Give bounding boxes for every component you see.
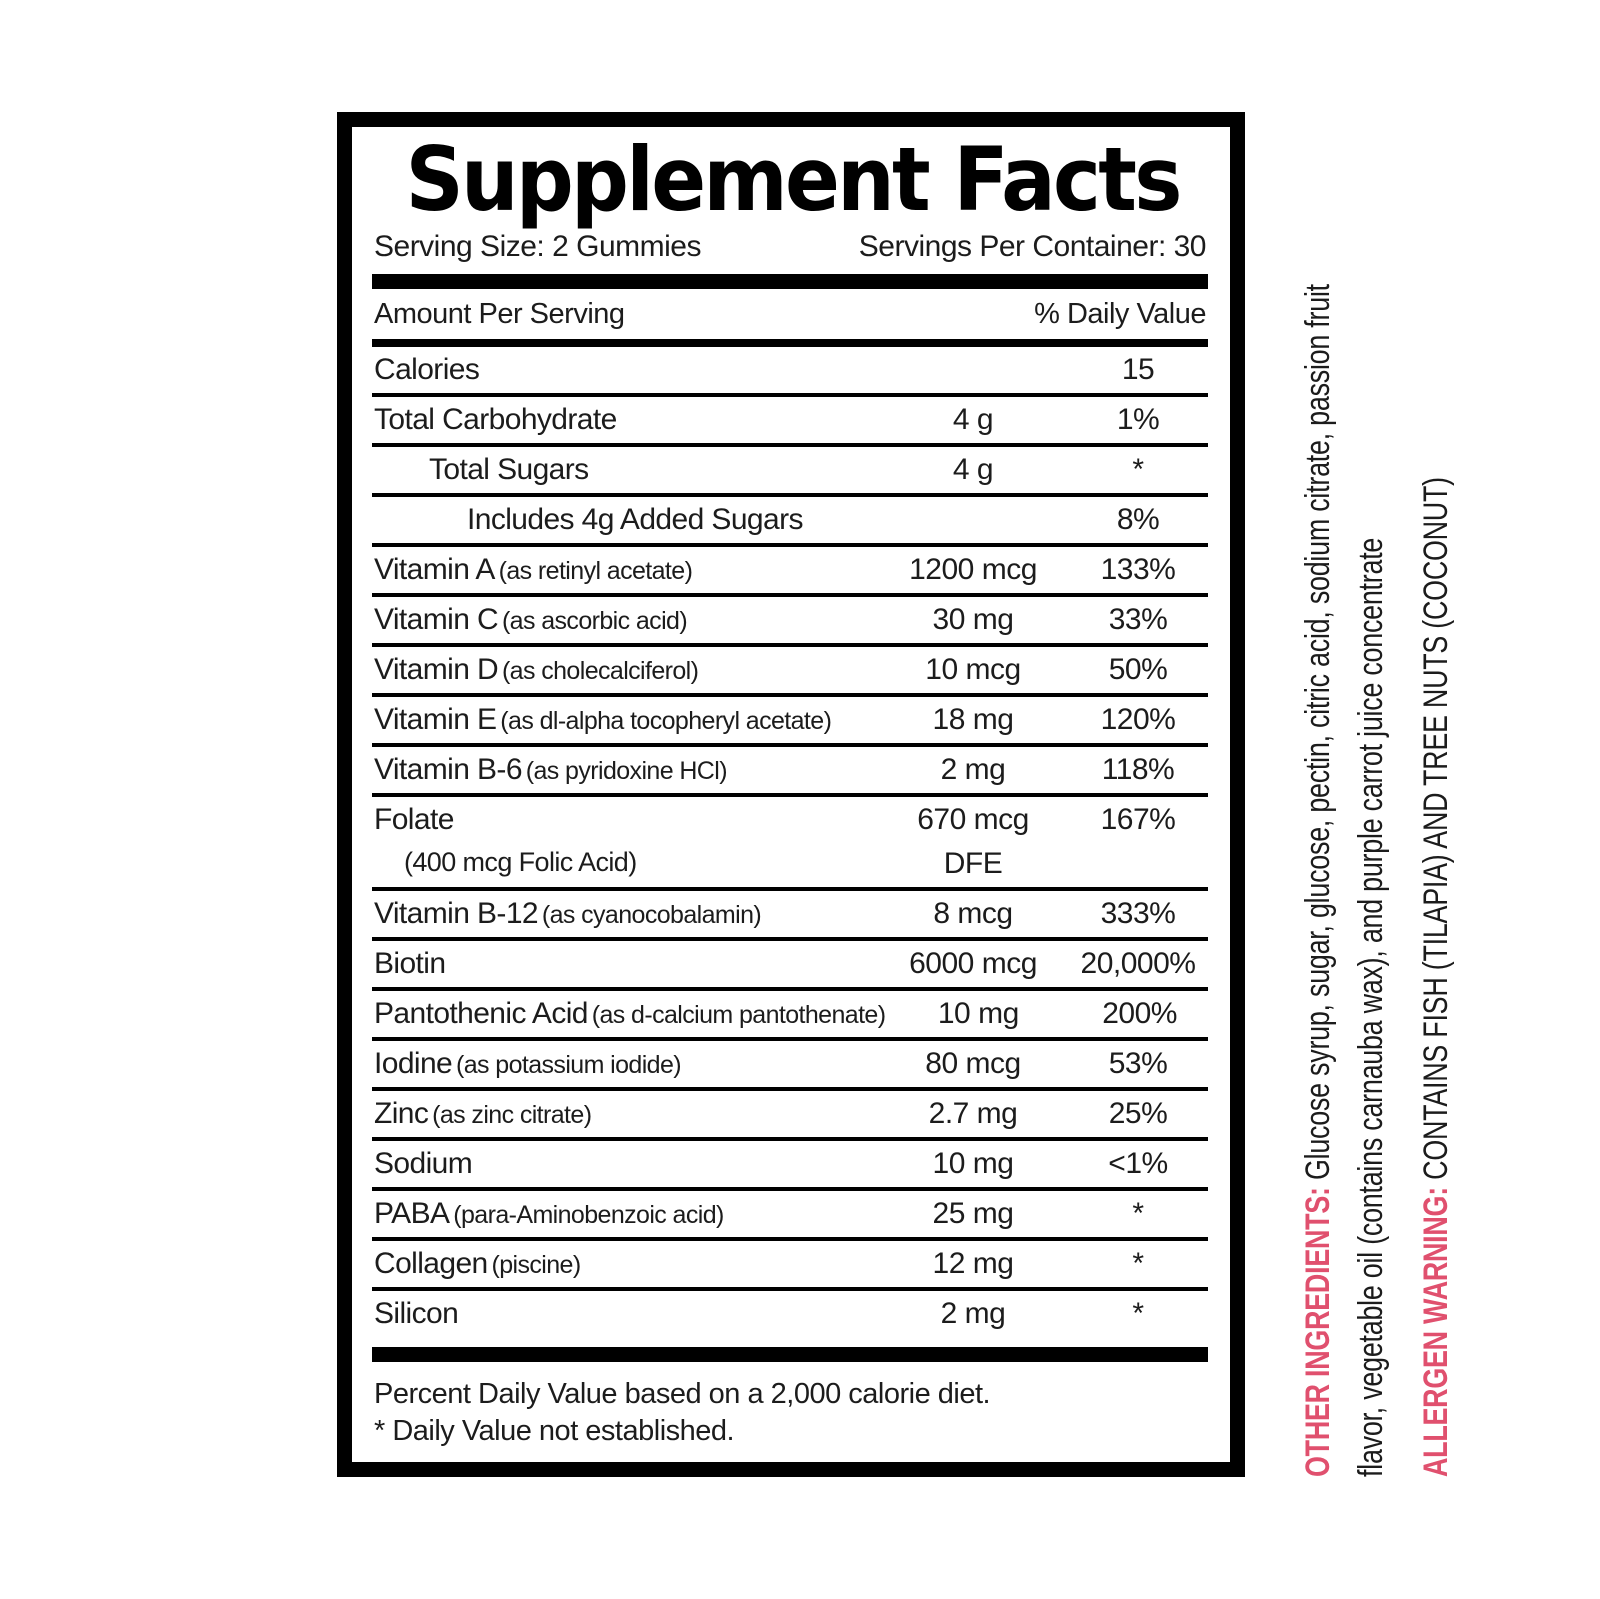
nutrient-name-cell	[372, 1147, 878, 1181]
nutrient-name-cell	[372, 653, 878, 687]
table-row	[372, 447, 1208, 497]
daily-value-cell: 118%	[1101, 753, 1175, 787]
serving-size-text: Serving Size: 2 Gummies	[374, 230, 701, 264]
table-row	[372, 991, 1208, 1041]
side-text-rotated	[1292, 112, 1492, 1477]
nutrient-name: Vitamin D	[374, 653, 499, 687]
table-row	[372, 597, 1208, 647]
table-row	[372, 1241, 1208, 1291]
nutrient-name-cell	[372, 353, 878, 387]
nutrient-name-cell	[372, 997, 885, 1031]
amount-value: 2 mg	[940, 1297, 1006, 1331]
amount-value: 2 mg	[940, 753, 1006, 787]
nutrient-name-cell	[372, 1197, 878, 1231]
daily-value-cell: 1%	[1116, 403, 1160, 437]
daily-value-cell: 200%	[1102, 997, 1177, 1031]
nutrient-name: Vitamin C	[374, 603, 499, 637]
footnote-not-established: * Daily Value not established.	[374, 1414, 735, 1447]
nutrient-name: Pantothenic Acid	[374, 997, 588, 1031]
nutrient-name: Folate	[374, 803, 454, 837]
nutrient-name: Sodium	[374, 1147, 473, 1181]
table-row	[372, 547, 1208, 597]
amount-value-line2: DFE	[943, 847, 1003, 881]
nutrient-source: (as cholecalciferol)	[501, 657, 699, 686]
daily-value-cell: 53%	[1108, 1047, 1168, 1081]
nutrient-name-cell	[372, 1047, 878, 1081]
amount-cell	[878, 653, 1068, 687]
nutrient-name-line2: (400 mcg Folic Acid)	[404, 847, 637, 878]
daily-value-header: % Daily Value	[1034, 298, 1206, 331]
amount-value: 18 mg	[932, 703, 1014, 737]
daily-value-cell: *	[1132, 1297, 1144, 1331]
allergen-warning-text: CONTAINS FISH (TILAPIA) AND TREE NUTS (COCONUT)	[1417, 477, 1455, 1180]
amount-value: 2.7 mg	[928, 1097, 1018, 1131]
nutrient-source: (as zinc citrate)	[432, 1101, 592, 1130]
daily-value-cell: <1%	[1108, 1147, 1168, 1181]
nutrient-name-cell	[372, 553, 878, 587]
amount-cell	[878, 1247, 1068, 1281]
nutrient-source: (as retinyl acetate)	[498, 557, 693, 586]
table-row	[372, 797, 1208, 891]
nutrient-name-cell	[372, 703, 878, 737]
servings-per-container-text: Servings Per Container: 30	[858, 230, 1206, 264]
amount-value: 10 mg	[937, 997, 1019, 1031]
nutrient-name: Iodine	[374, 1047, 453, 1081]
nutrient-source: (as cyanocobalamin)	[541, 901, 762, 930]
table-row	[372, 647, 1208, 697]
amount-value: 6000 mcg	[909, 947, 1037, 981]
other-ingredients-line-1	[1292, 284, 1345, 1477]
daily-value-cell: 50%	[1108, 653, 1168, 687]
daily-value-cell: 167%	[1100, 803, 1176, 837]
table-row	[372, 497, 1208, 547]
divider-medium	[372, 339, 1208, 347]
nutrient-source: (piscine)	[491, 1251, 581, 1280]
amount-cell	[878, 553, 1068, 587]
panel-title: Supplement Facts	[405, 128, 1180, 231]
daily-value-cell: 120%	[1100, 703, 1176, 737]
facts-rows	[372, 347, 1208, 1337]
other-ingredients-label: OTHER INGREDIENTS:	[1299, 1187, 1337, 1477]
table-row	[372, 1191, 1208, 1241]
amount-cell	[878, 1097, 1068, 1131]
amount-cell	[878, 753, 1068, 787]
amount-per-serving-header: Amount Per Serving	[374, 298, 625, 331]
divider-thick-top	[372, 274, 1208, 289]
nutrient-name-cell	[372, 753, 878, 787]
table-row	[372, 941, 1208, 991]
table-row	[372, 397, 1208, 447]
divider-thick-bottom	[372, 1347, 1208, 1362]
nutrient-source: (as pyridoxine HCl)	[525, 757, 727, 786]
nutrient-name-cell	[372, 403, 878, 437]
daily-value-cell: 33%	[1108, 603, 1168, 637]
amount-value: 30 mg	[932, 603, 1014, 637]
nutrient-name-cell	[372, 603, 878, 637]
nutrient-name: Zinc	[374, 1097, 429, 1131]
table-row	[372, 747, 1208, 797]
other-ingredients-text-2: flavor, vegetable oil (contains carnauba wax), and purple carrot juice concentrate	[1352, 537, 1390, 1477]
nutrient-name: Silicon	[374, 1297, 459, 1331]
nutrient-name: Total Sugars	[429, 453, 589, 487]
table-row	[372, 697, 1208, 747]
amount-value: 8 mcg	[933, 897, 1013, 931]
amount-value: 670 mcg	[917, 803, 1029, 837]
nutrient-name: Vitamin A	[374, 553, 495, 587]
nutrient-name-cell	[372, 897, 878, 931]
daily-value-cell: 20,000%	[1080, 947, 1196, 981]
footnotes	[372, 1376, 1208, 1449]
amount-value: 4 g	[952, 453, 994, 487]
nutrient-name: Includes 4g Added Sugars	[467, 503, 803, 537]
allergen-warning-label: ALLERGEN WARNING:	[1417, 1187, 1455, 1477]
allergen-warning-line	[1410, 399, 1463, 1477]
amount-cell	[878, 947, 1068, 981]
supplement-facts-panel	[337, 112, 1245, 1477]
other-ingredients-line-2	[1345, 399, 1398, 1477]
nutrient-name: Calories	[374, 353, 480, 387]
table-row	[372, 1291, 1208, 1337]
amount-cell	[878, 1297, 1068, 1331]
daily-value-cell: *	[1132, 453, 1144, 487]
nutrient-name: PABA	[374, 1197, 450, 1231]
table-row	[372, 1141, 1208, 1191]
amount-value: 10 mg	[932, 1147, 1014, 1181]
amount-cell	[878, 803, 1068, 881]
amount-cell	[878, 1047, 1068, 1081]
amount-value: 80 mcg	[925, 1047, 1021, 1081]
nutrient-name: Total Carbohydrate	[374, 403, 617, 437]
amount-cell	[878, 1197, 1068, 1231]
daily-value-cell: 25%	[1108, 1097, 1168, 1131]
table-row	[372, 347, 1208, 397]
nutrient-name: Vitamin B-6	[374, 753, 522, 787]
table-row	[372, 1091, 1208, 1141]
table-row	[372, 1041, 1208, 1091]
nutrient-name: Collagen	[374, 1247, 488, 1281]
nutrient-name-cell	[372, 803, 878, 878]
amount-cell	[878, 1147, 1068, 1181]
daily-value-cell: 15	[1121, 353, 1155, 387]
nutrient-name: Biotin	[374, 947, 446, 981]
amount-value: 4 g	[952, 403, 994, 437]
footnote-daily-value: Percent Daily Value based on a 2,000 calorie diet.	[374, 1378, 991, 1411]
nutrient-name-cell	[372, 1097, 878, 1131]
serving-info-row	[372, 230, 1208, 264]
daily-value-cell: *	[1132, 1247, 1144, 1281]
column-header-row	[372, 289, 1208, 339]
nutrient-name-cell	[372, 453, 878, 487]
table-row	[372, 891, 1208, 941]
nutrient-source: (as ascorbic acid)	[501, 607, 688, 636]
nutrient-source: (para-Aminobenzoic acid)	[453, 1201, 724, 1230]
nutrient-name-cell	[372, 503, 878, 537]
nutrient-source: (as d-calcium pantothenate)	[591, 1001, 886, 1030]
amount-cell	[878, 703, 1068, 737]
other-ingredients-text-1: Glucose syrup, sugar, glucose, pectin, citric acid, sodium citrate, passion fruit	[1299, 284, 1337, 1181]
amount-value: 12 mg	[932, 1247, 1014, 1281]
amount-cell	[885, 997, 1071, 1031]
amount-value: 10 mcg	[925, 653, 1021, 687]
daily-value-cell: 133%	[1100, 553, 1176, 587]
nutrient-name-cell	[372, 1247, 878, 1281]
nutrient-name: Vitamin B-12	[374, 897, 538, 931]
amount-cell	[878, 403, 1068, 437]
daily-value-cell: *	[1132, 1197, 1144, 1231]
daily-value-cell: 333%	[1100, 897, 1176, 931]
amount-cell	[878, 453, 1068, 487]
amount-cell	[878, 603, 1068, 637]
nutrient-name-cell	[372, 947, 878, 981]
nutrient-source: (as dl-alpha tocopheryl acetate)	[500, 707, 832, 736]
nutrient-name-cell	[372, 1297, 878, 1331]
nutrient-source: (as potassium iodide)	[456, 1051, 682, 1080]
nutrient-name: Vitamin E	[374, 703, 497, 737]
amount-value: 25 mg	[932, 1197, 1014, 1231]
daily-value-cell: 8%	[1116, 503, 1160, 537]
amount-cell	[878, 897, 1068, 931]
amount-value: 1200 mcg	[909, 553, 1037, 587]
